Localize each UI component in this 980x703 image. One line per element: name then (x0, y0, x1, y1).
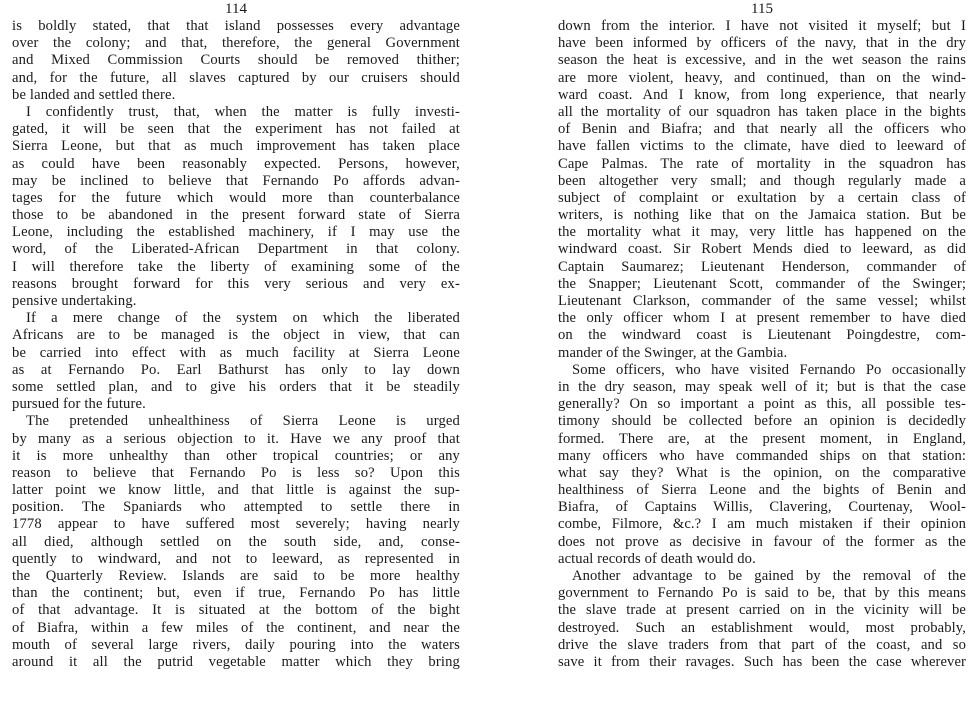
text-line: mouth of several large rivers, daily pouring into the waters (12, 636, 460, 653)
page-number: 114 (225, 1, 247, 17)
text-line: is boldly stated, that that island possesses every advantage (12, 18, 460, 34)
text-line: it is more unhealthy than other tropical countries; or any (12, 447, 460, 464)
text-line: The pretended unhealthiness of Sierra Leone is urged (26, 413, 460, 430)
text-line: does not prove as decisive in favour of the former as the (558, 533, 966, 550)
text-line: around it all the putrid vegetable matter which they bring (12, 653, 460, 670)
text-line: pensive undertaking. (12, 293, 137, 309)
text-line: the only officer whom I at present remember to have died (558, 310, 966, 327)
text-line: healthiness of Sierra Leone and the bights of Benin and (558, 482, 966, 499)
text-line: quently to windward, and not to leeward, as represented in (12, 550, 460, 567)
text-line: If a mere change of the system on which the liberated (26, 310, 460, 327)
text-line: destroyed. Such an establishment would, most probably, (558, 619, 966, 636)
text-line: tages for the future which would more than counterbalance (12, 189, 460, 206)
text-line: have fallen victims to the climate, have died to leeward of (558, 138, 966, 155)
text-line: I will therefore take the liberty of examining some of the (12, 258, 460, 275)
text-line: as at Fernando Po. Earl Bathurst has only to lay down (12, 361, 460, 378)
text-line: and Mixed Commission Courts should be removed thither; (12, 52, 460, 69)
text-line: of Biafra, within a few miles of the continent, and near the (12, 619, 460, 636)
text-line: and, for the future, all slaves captured by our cruisers should (12, 69, 460, 86)
text-line: have been informed by officers of the navy, that in the dry (558, 35, 966, 52)
text-line: all the mortality of our squadron has taken place in the bights (558, 103, 966, 120)
page-number: 115 (751, 1, 773, 17)
text-line: as could have been reasonably expected. Persons, however, (12, 155, 460, 172)
text-line: reasons brought forward for this very serious and very ex- (12, 275, 460, 292)
text-line: what say they? What is the opinion, on the comparative (558, 464, 966, 481)
text-line: season the heat is excessive, and in the wet season the rains (558, 52, 966, 69)
text-line: down from the interior. I have not visited it myself; but I (558, 18, 966, 34)
text-line: Biafra, of Captains Willis, Clavering, Courtenay, Wool- (558, 499, 966, 516)
text-line: all died, although settled on the south side, and, conse- (12, 533, 460, 550)
text-line: of Benin and Biafra; and that nearly all the officers who (558, 121, 966, 138)
text-line: been altogether very small; and though regularly made a (558, 172, 966, 189)
text-line: pursued for the future. (12, 396, 146, 413)
text-line: of that advantage. It is situated at the bottom of the bight (12, 602, 460, 619)
text-line: word, of the Liberated-African Department in that colony. (12, 241, 460, 258)
text-line: be landed and settled there. (12, 86, 176, 103)
text-line: latter point we know little, and that little is against the sup- (12, 482, 460, 499)
text-line: timony should be collected before an opinion is decidedly (558, 413, 966, 430)
text-line: actual records of death would do. (558, 550, 756, 567)
text-line: combe, Filmore, &c.? I am much mistaken if their opinion (558, 516, 966, 533)
page-body (12, 18, 460, 671)
text-line: ward coast. And I know, from long experience, that nearly (558, 86, 966, 103)
text-line: mander of the Swinger, at the Gambia. (558, 344, 788, 361)
text-line: Lieutenant Clarkson, commander of the same vessel; whilst (558, 293, 966, 309)
text-line: position. The Spaniards who attempted to settle there in (12, 499, 460, 516)
text-line: save it from their ravages. Such has been the case wherever (558, 653, 966, 670)
text-line: Some officers, who have visited Fernando Po occasionally (572, 361, 966, 378)
text-line: than the continent; but, even if true, Fernando Po has little (12, 585, 460, 602)
text-line: the Quarterly Review. Islands are said to be more healthy (12, 568, 460, 584)
text-line: are more violent, heavy, and continued, than on the wind- (558, 69, 966, 86)
text-line: Africans are to be managed is the object in view, that can (12, 327, 460, 344)
text-line: I confidently trust, that, when the matter is fully investi- (26, 103, 460, 120)
text-line: Sierra Leone, but that as much improvement has taken place (12, 138, 460, 155)
text-line: government to Fernando Po is said to be, that by this means (558, 585, 966, 602)
text-line: gated, it will be seen that the experiment has not failed at (12, 121, 460, 138)
page-body (558, 18, 966, 671)
text-line: the Snapper; Lieutenant Scott, commander of the Swinger; (558, 275, 966, 292)
text-line: by many as a serious objection to it. Have we any proof that (12, 430, 460, 447)
text-line: formed. There are, at the present moment, in England, (558, 430, 966, 447)
text-line: generally? On so important a point as this, all possible tes- (558, 396, 966, 413)
text-line: Captain Saumarez; Lieutenant Henderson, commander of (558, 258, 966, 275)
text-line: many officers who have commanded ships on that station: (558, 447, 966, 464)
text-line: windward coast. Sir Robert Mends died to leeward, as did (558, 241, 966, 258)
text-line: over the colony; and that, therefore, the general Government (12, 35, 460, 52)
book-gutter (470, 0, 490, 703)
text-line: on the windward coast is Lieutenant Poingdestre, com- (558, 327, 966, 344)
text-line: may be inclined to believe that Fernando Po affords advan- (12, 172, 460, 189)
text-line: subject of complaint or exultation by a certain class of (558, 189, 966, 206)
text-line: Another advantage to be gained by the removal of the (572, 568, 966, 584)
left-page (0, 0, 470, 703)
text-line: be carried into effect with as much facility at Sierra Leone (12, 344, 460, 361)
text-line: some settled plan, and to give his orders that it be steadily (12, 378, 460, 395)
text-line: the slave trade at present carried on in the vicinity will be (558, 602, 966, 619)
text-line: the mortality what it may, very little has happened on the (558, 224, 966, 241)
text-line: Leone, including the established machinery, if I may use the (12, 224, 460, 241)
text-line: writers, is nothing like that on the Jamaica station. But be (558, 207, 966, 224)
text-line: 1778 appear to have suffered most severely; having nearly (12, 516, 460, 533)
text-line: those to be abandoned in the present forward state of Sierra (12, 207, 460, 224)
text-line: in the dry season, may speak well of it; but is that the case (558, 378, 966, 395)
text-line: Cape Palmas. The rate of mortality in the squadron has (558, 155, 966, 172)
right-page (490, 0, 980, 703)
text-line: reason to believe that Fernando Po is less so? Upon this (12, 464, 460, 481)
text-line: drive the slave traders from that part of the coast, and so (558, 636, 966, 653)
